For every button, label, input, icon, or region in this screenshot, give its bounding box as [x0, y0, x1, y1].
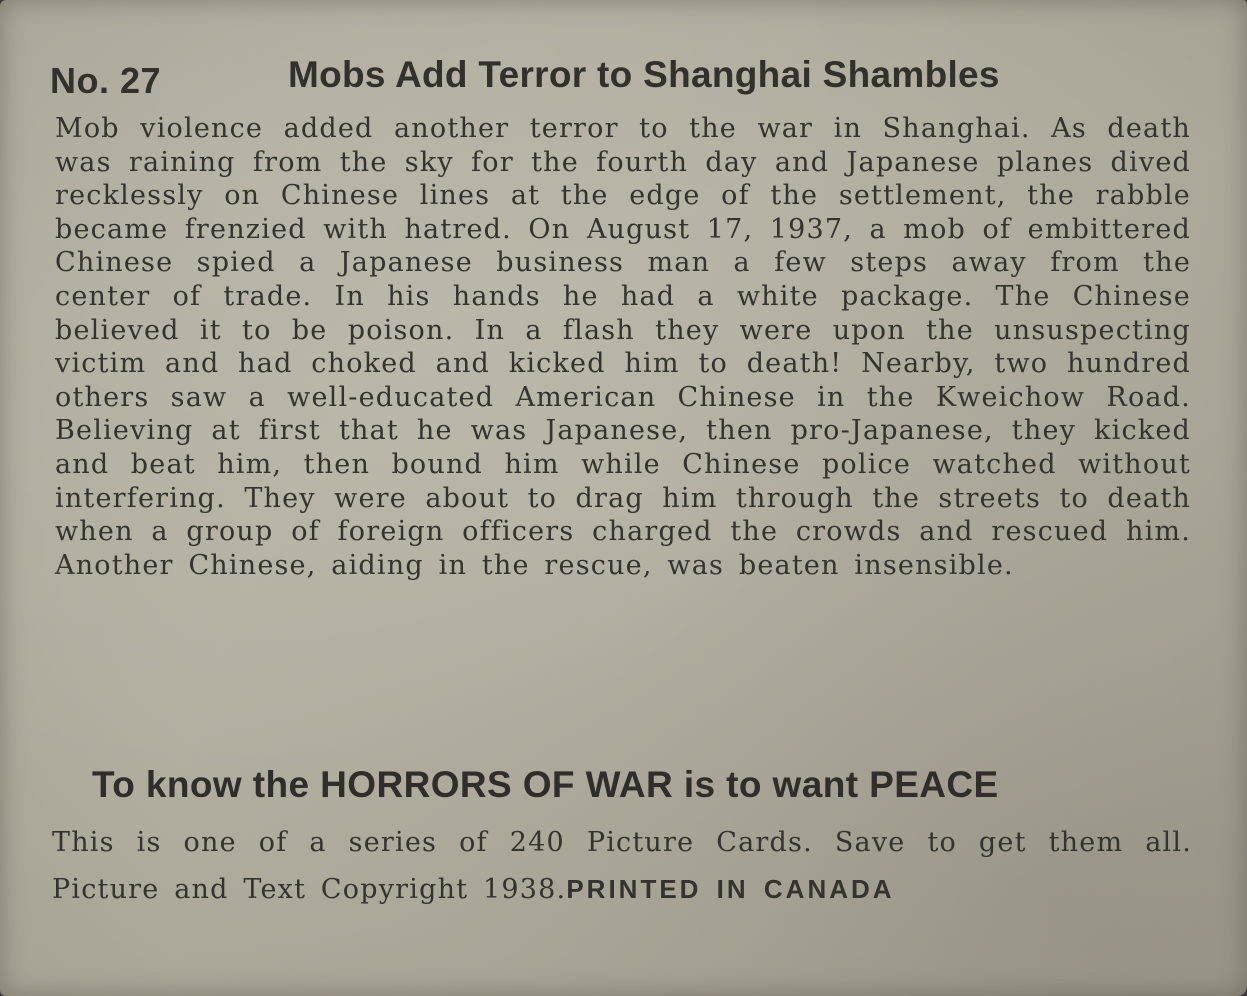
card-number: No. 27 — [50, 60, 162, 101]
printed-in-note: PRINTED IN CANADA — [566, 874, 895, 904]
series-note: This is one of a series of 240 Picture Cards. Save to get them all. Picture and Text Copyright 1938. — [52, 827, 1192, 905]
card-header — [50, 52, 1190, 110]
card-title: Mobs Add Terror to Shanghai Shambles — [288, 54, 1000, 95]
peace-slogan: To know the HORRORS OF WAR is to want PEACE — [92, 764, 999, 805]
card-body-text: Mob violence added another terror to the war in Shanghai. As death was raining from the sky for the fourth day and Japanese planes dived recklessly on Chinese lines at the edge of the settlement, the rabble became frenzied with hatred. On August 17, 1937, a mob of embittered Chinese spied a Japanese business man a few steps away from the center of trade. In his hands he had a white package. The Chinese believed it to be poison. In a flash they were upon the unsuspecting victim and had choked and kicked him to death! Nearby, two hundred others saw a well-educated American Chinese in the Kweichow Road. Believing at first that he was Japanese, then pro-Japanese, they kicked and beat him, then bound him while Chinese police watched without interfering. They were about to drag him through the streets to death when a group of foreign officers charged the crowds and rescued him. Another Chinese, aiding in the rescue, was beaten insensible. — [55, 113, 1191, 581]
series-footer — [52, 820, 1192, 913]
